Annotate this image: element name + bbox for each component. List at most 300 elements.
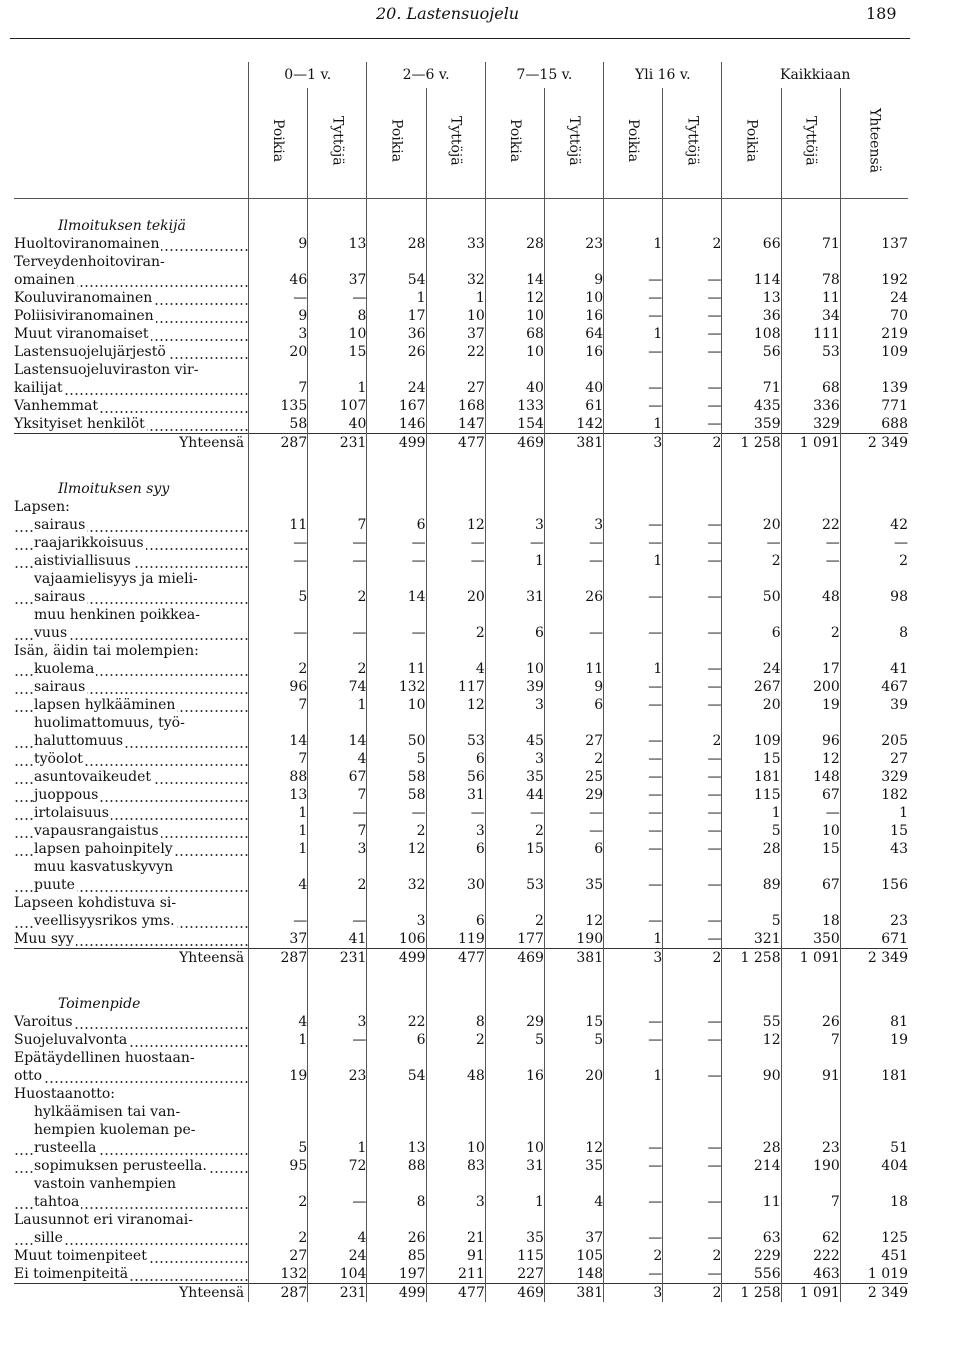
row-label [14,498,249,516]
row-label-text: irtolaisuus [34,805,109,821]
row-label [14,1049,249,1067]
value-cell: 10 [485,1139,544,1157]
empty-cell [367,462,426,498]
value-cell: 19 [840,1031,908,1049]
value-cell [485,714,544,732]
value-cell [367,642,426,660]
value-cell [249,570,308,588]
value-cell [840,1103,908,1121]
row-label-text: juoppous [34,787,99,803]
table-row [14,930,908,949]
table-row [14,822,908,840]
empty-cell [308,199,367,236]
value-cell: 182 [840,786,908,804]
value-cell: — [663,912,722,930]
value-cell: 8 [840,624,908,642]
table-row [14,253,908,271]
row-label [14,397,249,415]
value-cell [485,606,544,624]
value-cell: — [308,1193,367,1211]
value-cell: 58 [367,768,426,786]
value-cell: 5 [485,1031,544,1049]
value-cell: 7 [249,379,308,397]
value-cell: 23 [544,235,603,253]
value-cell [249,1175,308,1193]
value-cell [663,894,722,912]
value-cell: 167 [367,397,426,415]
row-label-text: muu kasvatuskyvyn [34,859,174,875]
value-cell: — [663,1013,722,1031]
total-value: 3 [604,1284,663,1303]
value-cell [781,1175,840,1193]
value-cell: 31 [426,786,485,804]
value-cell: — [604,271,663,289]
value-cell: — [781,552,840,570]
empty-cell [840,462,908,498]
value-cell: 40 [308,415,367,434]
section-heading-row [14,462,908,498]
value-cell [485,642,544,660]
row-label-text: sairaus [34,517,86,533]
value-cell: 10 [485,660,544,678]
value-cell: 109 [722,732,781,750]
value-cell: — [249,624,308,642]
row-label-text: aistiviallisuus [34,553,131,569]
value-cell: 27 [249,1247,308,1265]
value-cell: — [308,624,367,642]
value-cell: 142 [544,415,603,434]
value-cell [367,570,426,588]
value-cell: 117 [426,678,485,696]
page-number: 189 [866,4,897,23]
spacer-cell [840,967,908,977]
value-cell [722,1085,781,1103]
value-cell [485,570,544,588]
column-header: Yhteensä [840,88,908,199]
value-cell: — [604,516,663,534]
empty-cell [426,977,485,1013]
total-value: 3 [604,949,663,968]
value-cell: 67 [308,768,367,786]
value-cell: 1 019 [840,1265,908,1284]
value-cell [367,894,426,912]
age-group-header: 2—6 v. [367,62,485,88]
value-cell: 2 [485,912,544,930]
section-heading-row [14,199,908,236]
value-cell: — [604,822,663,840]
value-cell: 19 [781,696,840,714]
value-cell: 111 [781,325,840,343]
spacer-cell [426,967,485,977]
row-label [14,379,249,397]
value-cell: 7 [308,516,367,534]
row-label [14,588,249,606]
value-cell: 51 [840,1139,908,1157]
value-cell: 12 [544,912,603,930]
value-cell [544,714,603,732]
row-label-text: sairaus [34,589,86,605]
value-cell [544,361,603,379]
row-label-text: Lastensuojelujärjestö [14,344,166,360]
total-value: 469 [485,949,544,968]
value-cell [308,1085,367,1103]
value-cell [426,1211,485,1229]
value-cell [308,894,367,912]
total-value: 477 [426,1284,485,1303]
value-cell: 3 [249,325,308,343]
value-cell: 6 [544,840,603,858]
value-cell: — [663,930,722,949]
value-cell [544,1103,603,1121]
row-label [14,343,249,361]
value-cell: 12 [426,696,485,714]
table-row [14,1229,908,1247]
spacer-cell [544,967,603,977]
row-label-text: vastoin vanhempien [34,1176,177,1192]
value-cell [544,253,603,271]
value-cell: — [663,822,722,840]
value-cell: 70 [840,307,908,325]
row-label [14,1211,249,1229]
value-cell: — [604,588,663,606]
value-cell: — [249,534,308,552]
table-row [14,714,908,732]
value-cell [604,498,663,516]
age-group-header: Yli 16 v. [604,62,722,88]
value-cell: 23 [308,1067,367,1085]
row-label [14,235,249,253]
value-cell: 36 [367,325,426,343]
value-cell [485,1175,544,1193]
value-cell: 14 [485,271,544,289]
value-cell: — [663,696,722,714]
value-cell [604,858,663,876]
row-label-text: Vanhemmat [14,398,99,414]
value-cell: 5 [722,912,781,930]
value-cell: 12 [426,516,485,534]
row-label-text: Lausunnot eri viranomai- [14,1212,194,1228]
row-label [14,786,249,804]
empty-cell [663,977,722,1013]
value-cell [663,1175,722,1193]
value-cell [840,894,908,912]
value-cell: 3 [485,516,544,534]
table-row [14,840,908,858]
value-cell [308,498,367,516]
column-header: Tyttöjä [426,88,485,199]
value-cell [663,253,722,271]
value-cell: 48 [426,1067,485,1085]
value-cell: — [663,325,722,343]
value-cell: 2 [426,624,485,642]
value-cell: 26 [781,1013,840,1031]
value-cell: — [663,1157,722,1175]
value-cell [367,1175,426,1193]
empty-cell [426,462,485,498]
row-label-text: asuntovaikeudet [34,769,152,785]
value-cell: 30 [426,876,485,894]
column-header: Tyttöjä [308,88,367,199]
value-cell: — [308,804,367,822]
value-cell: 329 [781,415,840,434]
value-cell: 2 [485,822,544,840]
value-cell: — [604,397,663,415]
row-label-text: kuolema [34,661,95,677]
table-row [14,307,908,325]
value-cell: 168 [426,397,485,415]
value-cell: 467 [840,678,908,696]
row-label [14,570,249,588]
value-cell: 556 [722,1265,781,1284]
empty-cell [544,977,603,1013]
value-cell: 1 [249,822,308,840]
value-cell: 336 [781,397,840,415]
row-label [14,1175,249,1193]
spacer-cell [14,452,249,462]
value-cell: 11 [249,516,308,534]
value-cell: 154 [485,415,544,434]
row-label [14,307,249,325]
row-label-text: Huoltoviranomainen [14,236,160,252]
value-cell: 10 [485,343,544,361]
value-cell: 132 [249,1265,308,1284]
value-cell: 2 [308,660,367,678]
value-cell: 6 [426,912,485,930]
value-cell: 106 [367,930,426,949]
value-cell: — [604,1031,663,1049]
total-value: 2 [663,434,722,453]
value-cell [840,1211,908,1229]
empty-cell [544,462,603,498]
value-cell: 10 [485,307,544,325]
table-row [14,415,908,434]
value-cell: 350 [781,930,840,949]
table-row [14,1157,908,1175]
value-cell [426,1121,485,1139]
spacer-cell [14,967,249,977]
value-cell: 1 [308,696,367,714]
value-cell: 22 [781,516,840,534]
value-cell: — [604,840,663,858]
value-cell: 10 [367,696,426,714]
row-label-text: hempien kuoleman pe- [34,1122,196,1138]
value-cell: 190 [544,930,603,949]
spacer-cell [308,452,367,462]
value-cell [722,1121,781,1139]
value-cell [249,1211,308,1229]
value-cell [604,1175,663,1193]
value-cell [604,361,663,379]
value-cell: 32 [426,271,485,289]
spacer-cell [663,452,722,462]
value-cell [308,714,367,732]
value-cell: — [544,624,603,642]
value-cell: — [663,1265,722,1284]
empty-cell [722,462,781,498]
value-cell: 88 [367,1157,426,1175]
value-cell [663,361,722,379]
row-label [14,361,249,379]
total-value: 1 258 [722,434,781,453]
total-value: 499 [367,949,426,968]
value-cell: 10 [426,307,485,325]
value-cell [604,1103,663,1121]
value-cell: — [663,1193,722,1211]
value-cell: — [604,1193,663,1211]
value-cell: 205 [840,732,908,750]
total-value: 231 [308,434,367,453]
empty-cell [604,462,663,498]
value-cell [722,1049,781,1067]
value-cell: 177 [485,930,544,949]
table-row [14,804,908,822]
value-cell [604,1211,663,1229]
value-cell: 9 [249,307,308,325]
value-cell: 133 [485,397,544,415]
empty-cell [722,199,781,236]
value-cell: 88 [249,768,308,786]
value-cell [249,858,308,876]
value-cell [604,642,663,660]
value-cell: 42 [840,516,908,534]
table-row [14,498,908,516]
table-row [14,1085,908,1103]
row-label [14,840,249,858]
row-label [14,822,249,840]
value-cell: 36 [722,307,781,325]
row-label-text: haluttomuus [34,733,124,749]
total-value: 469 [485,434,544,453]
value-cell [544,642,603,660]
value-cell [485,253,544,271]
value-cell: 12 [485,289,544,307]
value-cell: 404 [840,1157,908,1175]
value-cell: — [604,379,663,397]
spacer-cell [367,452,426,462]
value-cell: — [663,804,722,822]
value-cell: 53 [485,876,544,894]
value-cell: 35 [544,1157,603,1175]
row-label-text: Yksityiset henkilöt [14,416,145,432]
value-cell: 24 [722,660,781,678]
value-cell [544,894,603,912]
row-label-text: Huostaanotto: [14,1086,116,1102]
table-row [14,1247,908,1265]
total-value: 287 [249,1284,308,1303]
value-cell: 3 [485,696,544,714]
section-heading: Ilmoituksen syy [58,481,170,497]
value-cell: 104 [308,1265,367,1284]
value-cell: 9 [544,271,603,289]
table-row [14,1193,908,1211]
value-cell: — [604,786,663,804]
value-cell [485,1103,544,1121]
row-label-text: sairaus [34,679,86,695]
value-cell [544,606,603,624]
value-cell [840,253,908,271]
value-cell: — [663,660,722,678]
value-cell [367,714,426,732]
value-cell: 6 [367,1031,426,1049]
value-cell: 14 [308,732,367,750]
row-label-text: sopimuksen perusteella. [34,1158,207,1174]
value-cell: — [663,786,722,804]
column-header: Poikia [367,88,426,199]
total-value: 1 091 [781,434,840,453]
value-cell [249,642,308,660]
row-label-text: kailijat [14,380,63,396]
row-label [14,894,249,912]
value-cell: 45 [485,732,544,750]
row-label [14,1157,249,1175]
empty-cell [485,462,544,498]
value-cell: 14 [367,588,426,606]
value-cell: 3 [426,822,485,840]
spacer-cell [367,967,426,977]
value-cell: — [604,307,663,325]
value-cell: — [604,1139,663,1157]
value-cell: 6 [426,840,485,858]
table-row [14,660,908,678]
value-cell: 125 [840,1229,908,1247]
value-cell: 1 [604,930,663,949]
value-cell: 22 [426,343,485,361]
value-cell [663,858,722,876]
value-cell [781,642,840,660]
value-cell: 451 [840,1247,908,1265]
value-cell [308,570,367,588]
row-label-text: omainen [14,272,75,288]
value-cell: 7 [249,696,308,714]
row-label [14,930,249,949]
total-value: 477 [426,434,485,453]
value-cell: 27 [544,732,603,750]
row-label-text: lapsen pahoinpitely [34,841,173,857]
value-cell: — [663,307,722,325]
value-cell: 72 [308,1157,367,1175]
age-group-header: 0—1 v. [249,62,367,88]
value-cell [840,1175,908,1193]
value-cell: 32 [367,876,426,894]
value-cell [840,1049,908,1067]
label-header-blank [14,88,249,199]
value-cell: 108 [722,325,781,343]
value-cell: — [663,750,722,768]
value-cell: — [663,840,722,858]
section-heading-row [14,977,908,1013]
value-cell [722,570,781,588]
value-cell [722,1103,781,1121]
value-cell: — [663,1139,722,1157]
empty-cell [544,199,603,236]
value-cell: 119 [426,930,485,949]
column-header: Tyttöjä [781,88,840,199]
row-label-text: Epätäydellinen huostaan- [14,1050,195,1066]
value-cell [544,1175,603,1193]
empty-cell [485,977,544,1013]
value-cell [308,1103,367,1121]
value-cell: 7 [781,1031,840,1049]
value-cell [426,642,485,660]
value-cell: 2 [663,732,722,750]
value-cell: 6 [544,696,603,714]
table-row [14,1139,908,1157]
spacer-cell [249,967,308,977]
value-cell [308,1049,367,1067]
value-cell: 26 [367,1229,426,1247]
value-cell: 78 [781,271,840,289]
value-cell [308,858,367,876]
